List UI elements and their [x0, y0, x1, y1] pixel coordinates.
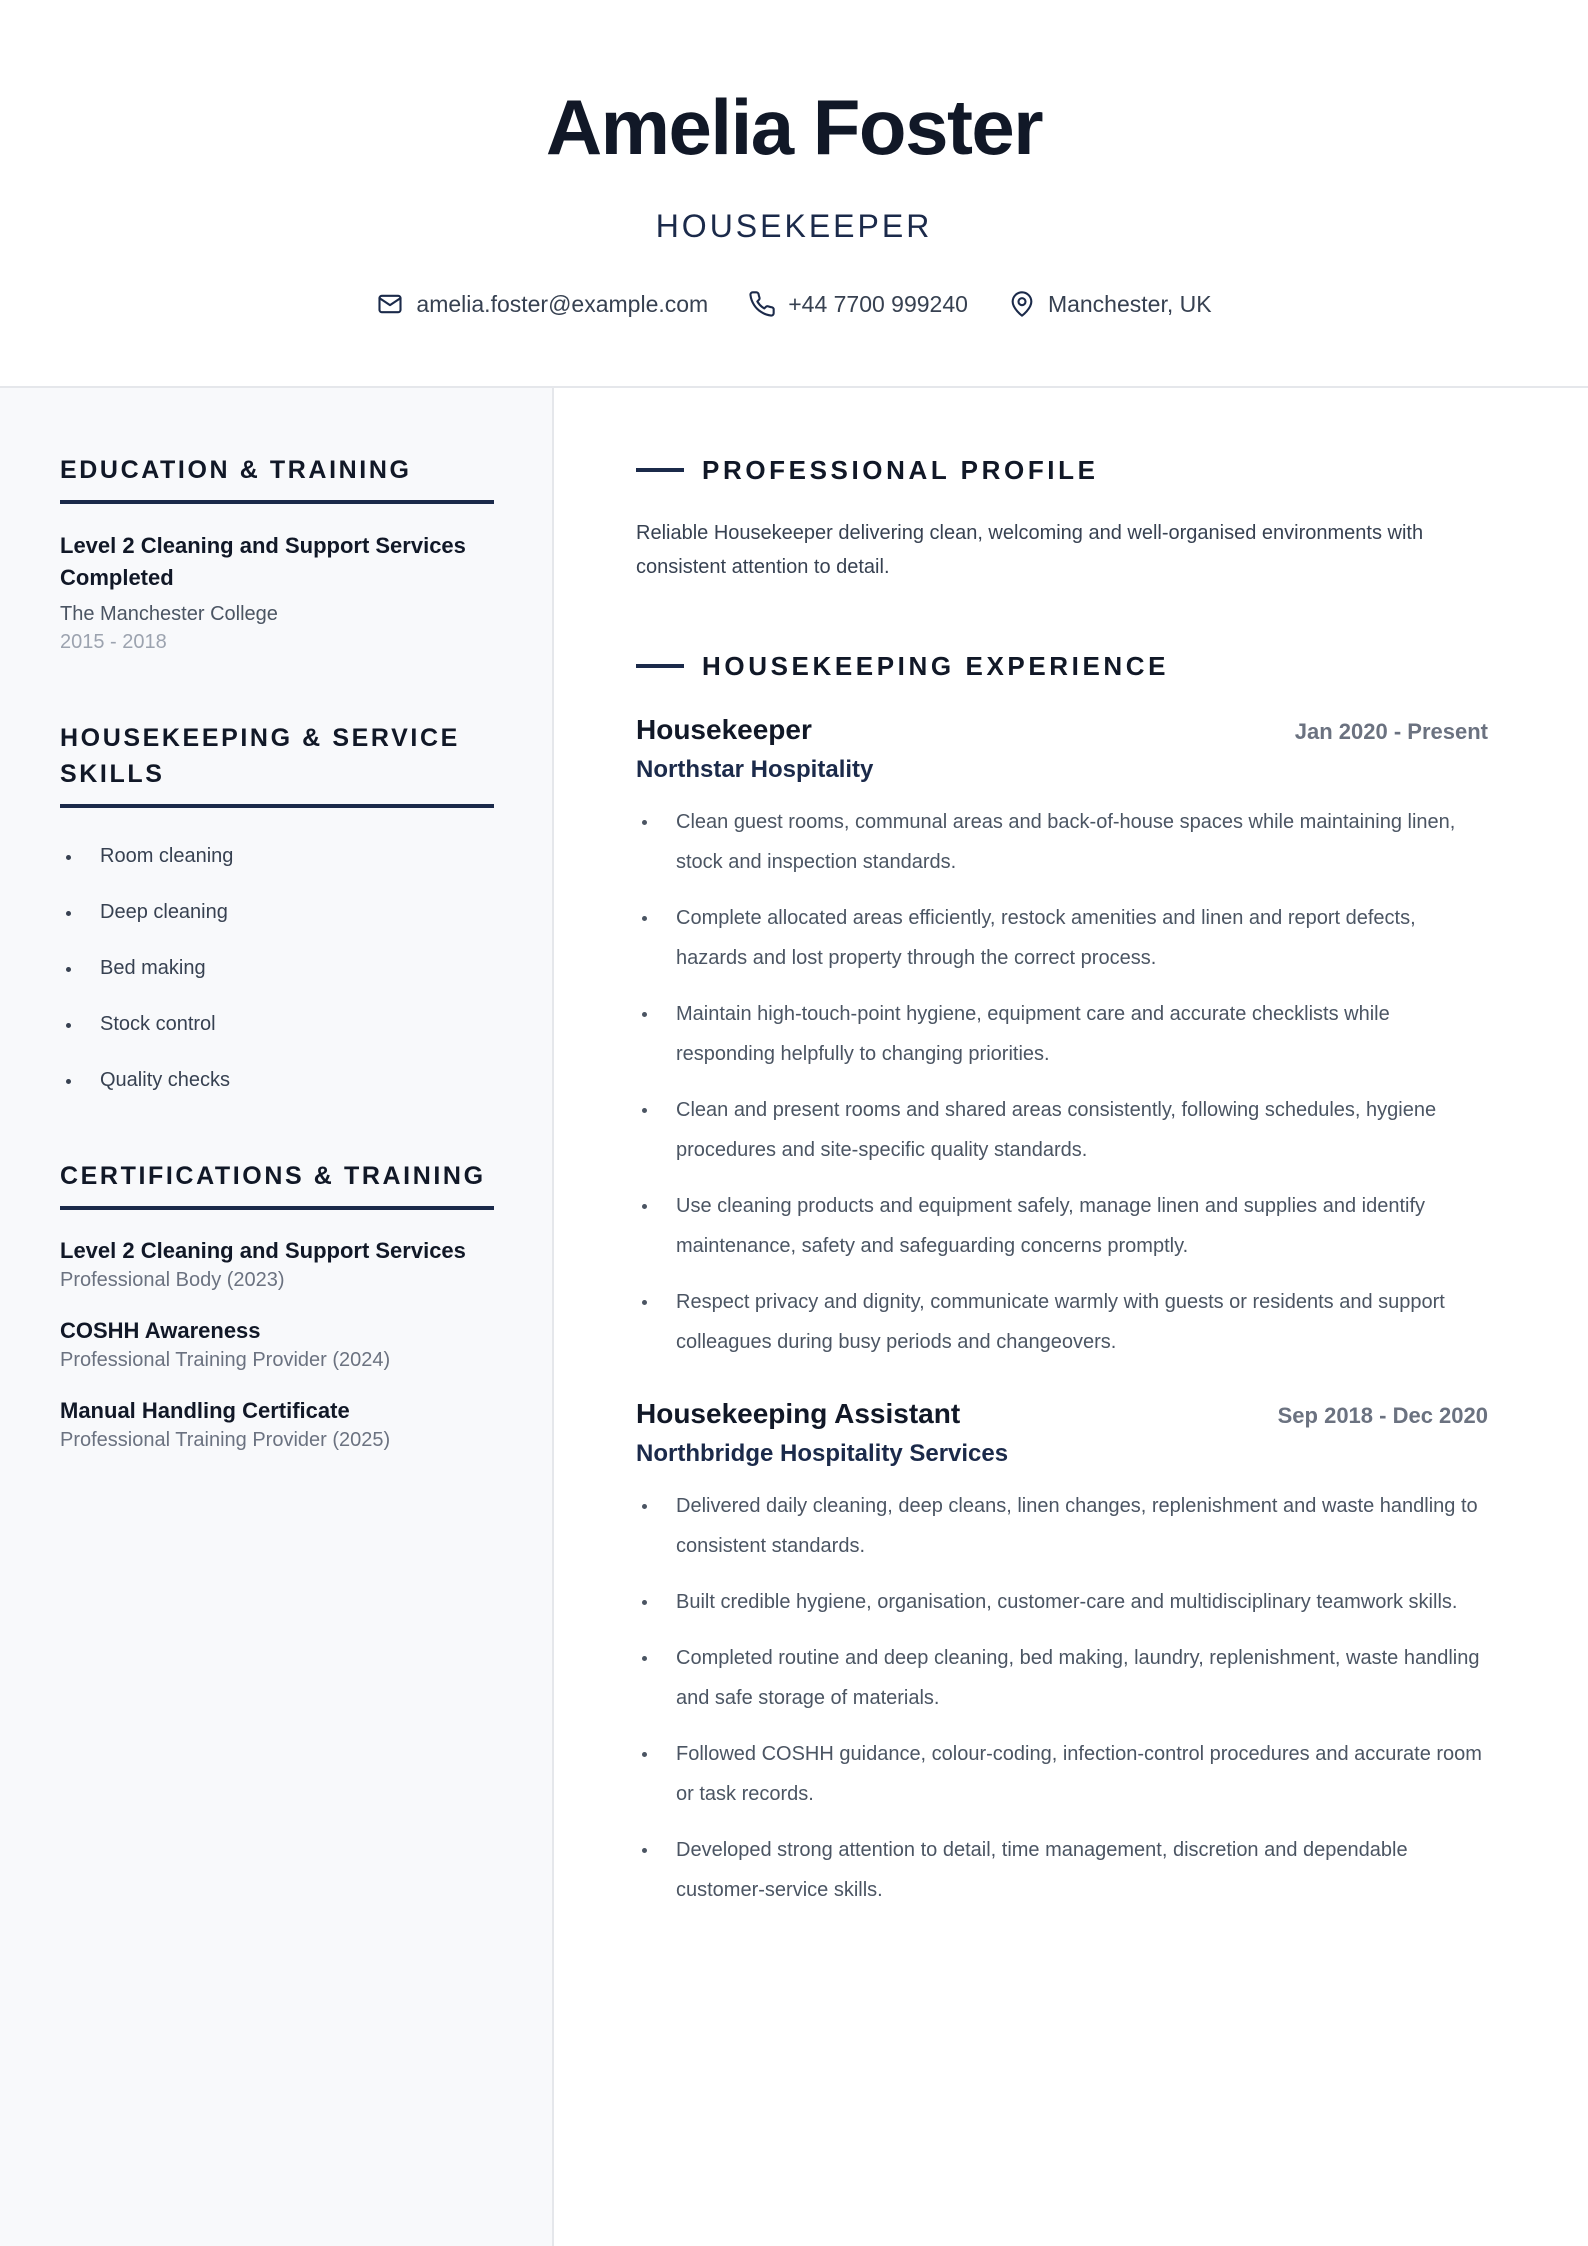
list-item: Respect privacy and dignity, communicate warmly with guests or residents and support colleagues during busy periods and changeovers. [636, 1282, 1488, 1362]
list-item: Deep cleaning [60, 884, 494, 940]
profile-heading-text: PROFESSIONAL PROFILE [702, 455, 1099, 485]
list-item: Developed strong attention to detail, time management, discretion and dependable customer-service skills. [636, 1830, 1488, 1910]
mail-icon [376, 290, 404, 318]
education-entry [60, 530, 494, 656]
job-bullets [636, 1486, 1488, 1910]
contact-location [1008, 290, 1212, 318]
list-item: Built credible hygiene, organisation, customer-care and multidisciplinary teamwork skills. [636, 1582, 1488, 1622]
list-item: Use cleaning products and equipment safely, manage linen and supplies and identify maintenance, safety and safeguarding concerns promptly. [636, 1186, 1488, 1266]
job-dates: Jan 2020 - Present [1294, 719, 1488, 744]
job-title: Housekeeper [636, 714, 812, 745]
list-item: Clean and present rooms and shared areas consistently, following schedules, hygiene procedures and site-specific quality standards. [636, 1090, 1488, 1170]
certification-title: Level 2 Cleaning and Support Services [60, 1238, 466, 1263]
job-company: Northstar Hospitality [636, 756, 874, 783]
location-pin-icon [1008, 290, 1036, 318]
list-item: Followed COSHH guidance, colour-coding, infection-control procedures and accurate room or task records. [636, 1734, 1488, 1814]
certification-entry [60, 1236, 494, 1294]
contact-bar [0, 290, 1588, 318]
profile-summary: Reliable Housekeeper delivering clean, welcoming and well-organised environments with consistent attention to detail. [636, 522, 1424, 578]
certification-entry [60, 1396, 494, 1454]
certification-title: COSHH Awareness [60, 1318, 261, 1343]
main-content [556, 388, 1588, 2246]
profile-heading [636, 452, 1488, 488]
education-title: Level 2 Cleaning and Support Services Completed [60, 533, 466, 590]
job-company: Northbridge Hospitality Services [636, 1440, 1009, 1467]
job-entry [636, 714, 1488, 1362]
location-text: Manchester, UK [1047, 290, 1212, 317]
education-school: The Manchester College [60, 603, 278, 625]
skills-list [60, 828, 494, 1108]
job-dates: Sep 2018 - Dec 2020 [1277, 1403, 1488, 1428]
job-entry [636, 1398, 1488, 1910]
job-title: Housekeeping Assistant [636, 1398, 961, 1429]
certification-title: Manual Handling Certificate [60, 1398, 350, 1423]
sidebar [0, 388, 554, 2246]
list-item: Quality checks [60, 1052, 494, 1108]
list-item: Room cleaning [60, 828, 494, 884]
certification-entry [60, 1316, 494, 1374]
contact-phone[interactable] [748, 290, 968, 318]
education-years: 2015 - 2018 [60, 631, 167, 653]
phone-text: +44 7700 999240 [788, 290, 968, 317]
phone-icon [748, 290, 776, 318]
list-item: Maintain high-touch-point hygiene, equipment care and accurate checklists while responding helpfully to changing priorities. [636, 994, 1488, 1074]
certifications-heading: CERTIFICATIONS & TRAINING [60, 1158, 494, 1210]
education-heading: EDUCATION & TRAINING [60, 452, 494, 504]
list-item: Stock control [60, 996, 494, 1052]
certification-provider: Professional Body (2023) [60, 1269, 285, 1291]
resume-header [0, 0, 1588, 386]
job-bullets [636, 802, 1488, 1362]
experience-heading-text: HOUSEKEEPING EXPERIENCE [702, 651, 1170, 681]
experience-heading [636, 648, 1488, 684]
list-item: Clean guest rooms, communal areas and back-of-house spaces while maintaining linen, stock and inspection standards. [636, 802, 1488, 882]
heading-accent-bar [636, 664, 684, 668]
list-item: Completed routine and deep cleaning, bed making, laundry, replenishment, waste handling and safe storage of materials. [636, 1638, 1488, 1718]
list-item: Complete allocated areas efficiently, restock amenities and linen and report defects, hazards and lost property through the correct process. [636, 898, 1488, 978]
skills-heading: HOUSEKEEPING & SERVICE SKILLS [60, 720, 494, 808]
heading-accent-bar [636, 468, 684, 472]
list-item: Bed making [60, 940, 494, 996]
certification-provider: Professional Training Provider (2025) [60, 1429, 391, 1451]
job-role: HOUSEKEEPER [655, 208, 933, 244]
contact-email[interactable] [376, 290, 708, 318]
email-text: amelia.foster@example.com [416, 290, 709, 317]
certification-provider: Professional Training Provider (2024) [60, 1349, 391, 1371]
candidate-name: Amelia Foster [545, 83, 1043, 171]
list-item: Delivered daily cleaning, deep cleans, linen changes, replenishment and waste handling to consistent standards. [636, 1486, 1488, 1566]
